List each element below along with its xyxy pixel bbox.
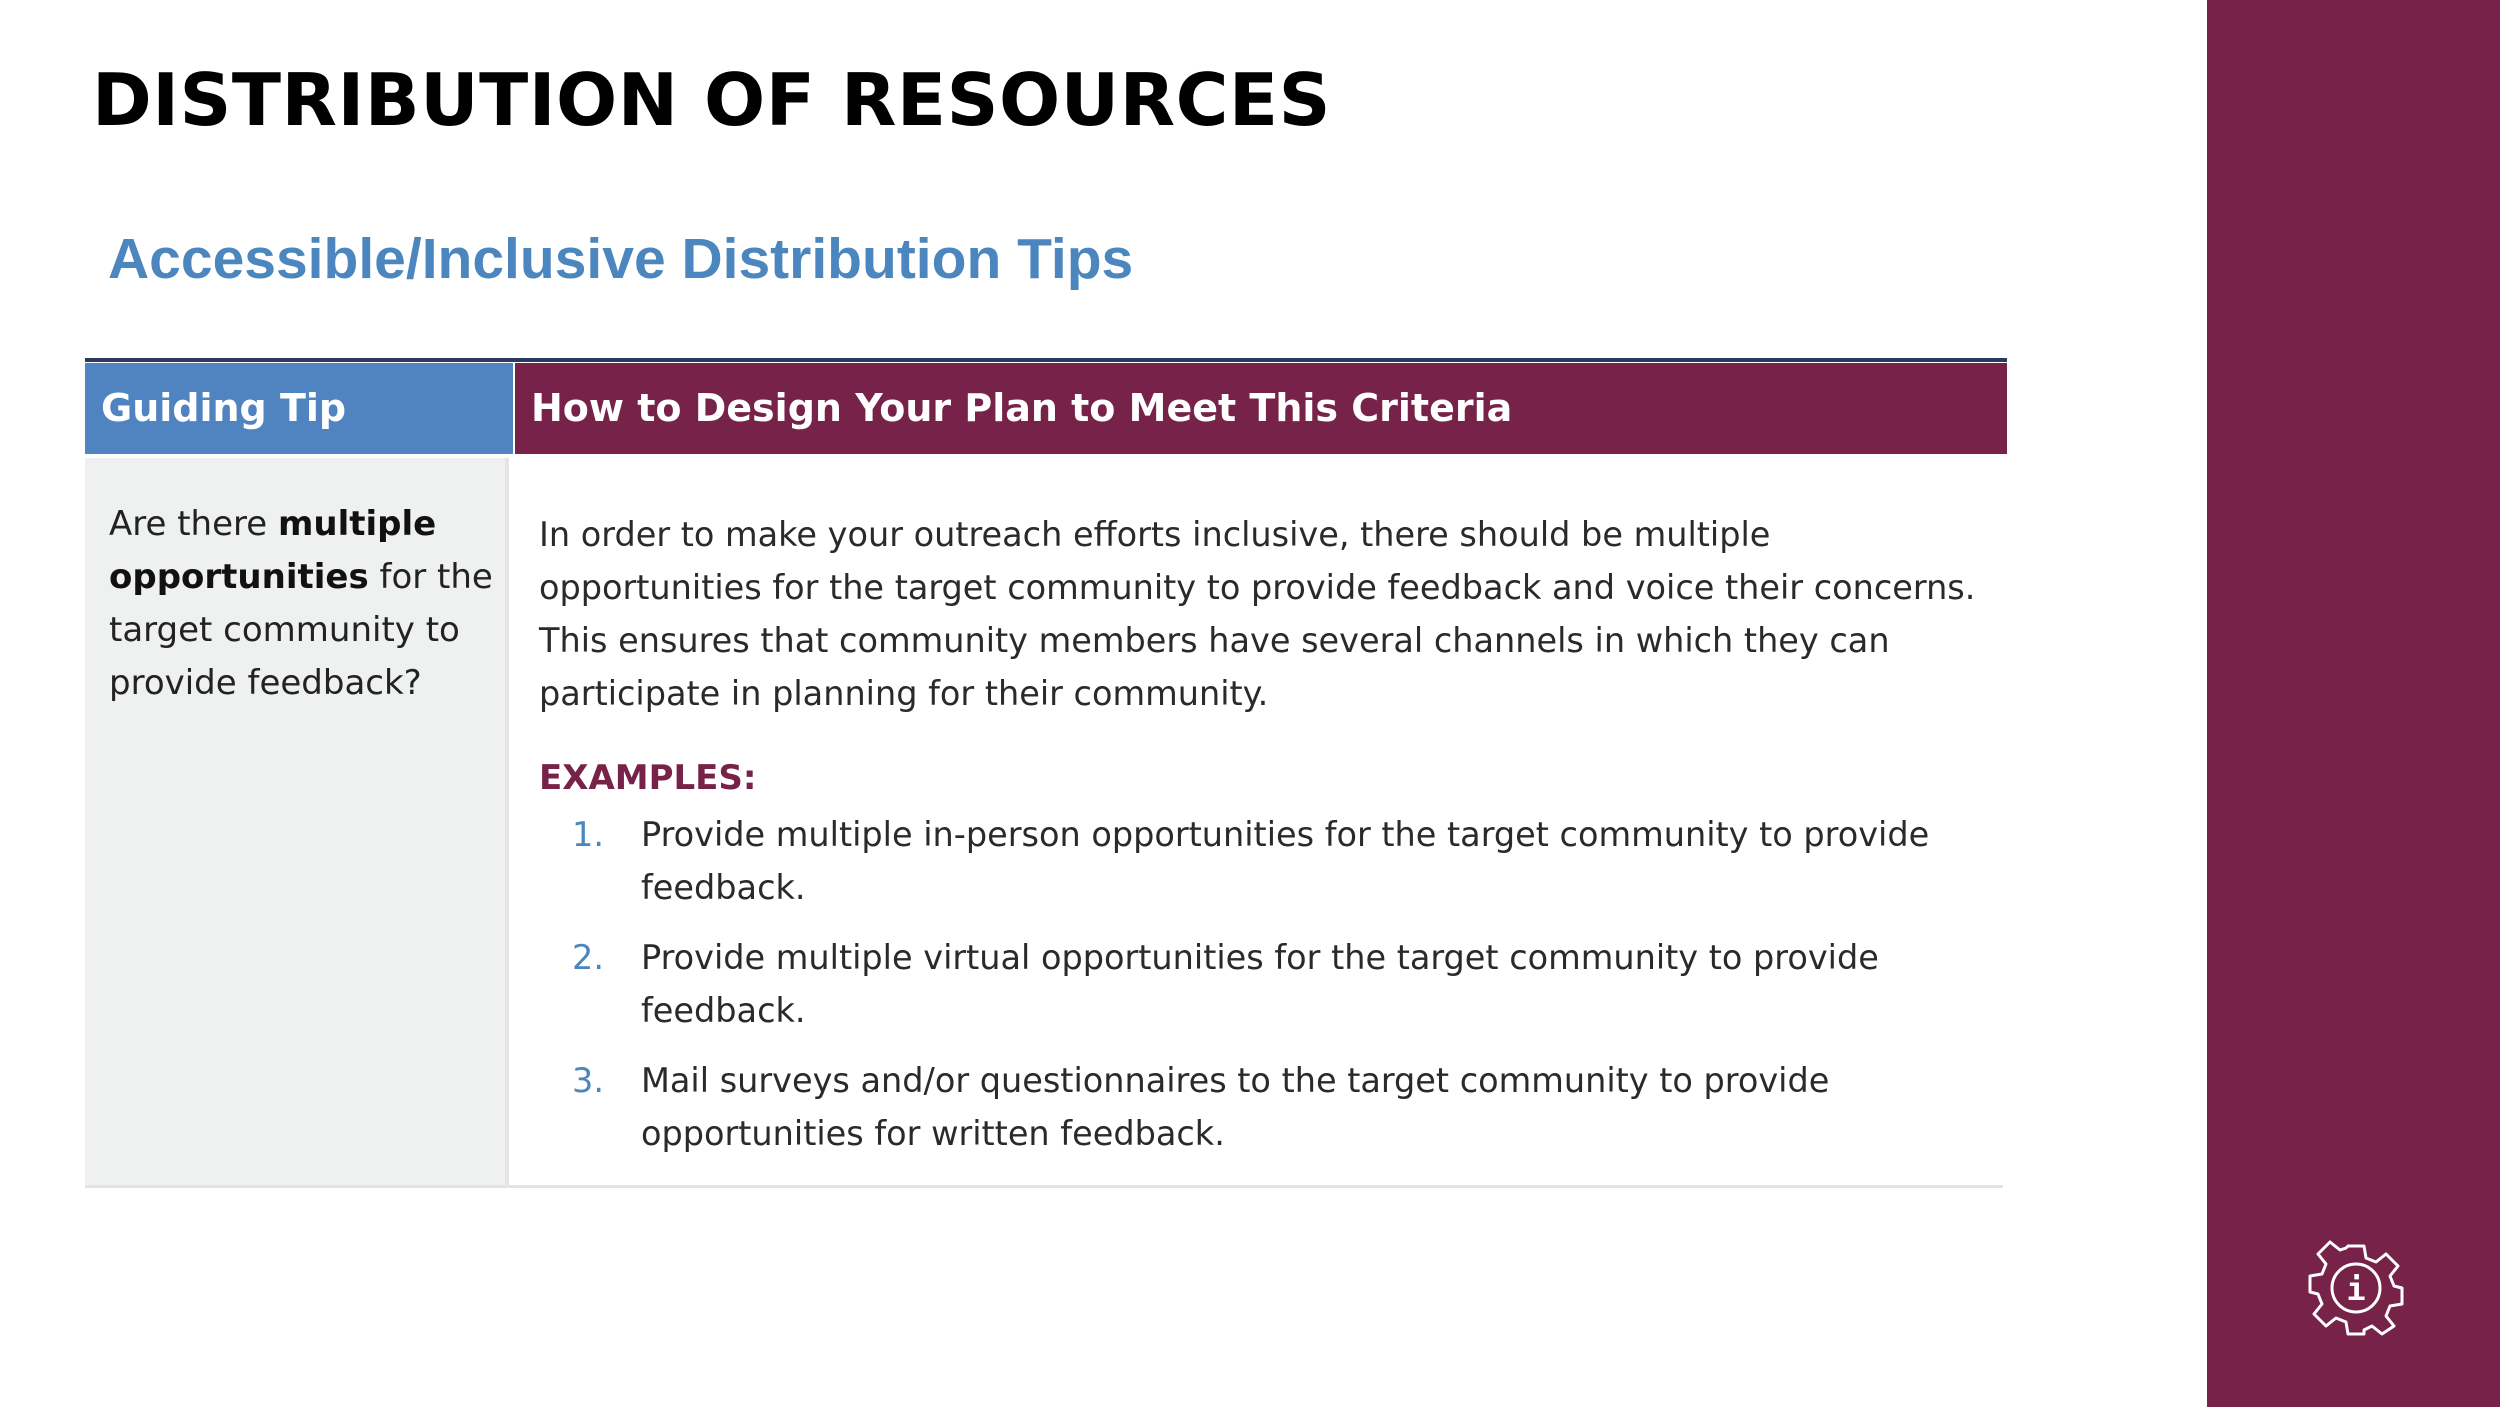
tips-table [85, 358, 2007, 1188]
guiding-tip-cell [85, 458, 505, 1188]
tip-emphasis: multiple opportunities [109, 504, 437, 597]
examples-list [539, 808, 1979, 1177]
table-top-rule [85, 358, 2007, 362]
slide-subtitle: Accessible/Inclusive Distribution Tips [108, 227, 1134, 291]
list-item [539, 808, 1979, 914]
list-item-number: 2. [572, 938, 604, 977]
list-item [539, 1054, 1979, 1160]
list-item-text: Provide multiple virtual opportunities for the target community to provide feedback. [641, 938, 1879, 1030]
tip-prefix: Are there [109, 504, 278, 544]
header-plan-criteria: How to Design Your Plan to Meet This Criteria [515, 363, 2007, 454]
plan-intro-paragraph: In order to make your outreach efforts inclusive, there should be multiple opportunities for the target community to provide feedback and voice their concerns. This ensures that community members have several channels in which they can participate in planning for their community. [539, 515, 1976, 713]
list-item-text: Mail surveys and/or questionnaires to the target community to provide opportunities for written feedback. [641, 1061, 1830, 1153]
list-item [539, 931, 1979, 1037]
list-item-number: 1. [572, 815, 604, 854]
header-guiding-tip: Guiding Tip [85, 363, 513, 454]
slide-title: DISTRIBUTION OF RESOURCES [92, 58, 1331, 142]
tip-question [109, 498, 499, 710]
svg-text:i: i [2346, 1270, 2366, 1308]
gear-info-icon [2308, 1240, 2404, 1336]
list-item-number: 3. [572, 1061, 604, 1100]
plan-criteria-cell [509, 458, 2003, 1188]
examples-label: EXAMPLES: [539, 758, 757, 798]
side-panel [2207, 0, 2500, 1407]
tip-suffix: for the target community to provide feedback? [109, 557, 493, 703]
list-item-text: Provide multiple in-person opportunities for the target community to provide feedback. [641, 815, 1930, 907]
